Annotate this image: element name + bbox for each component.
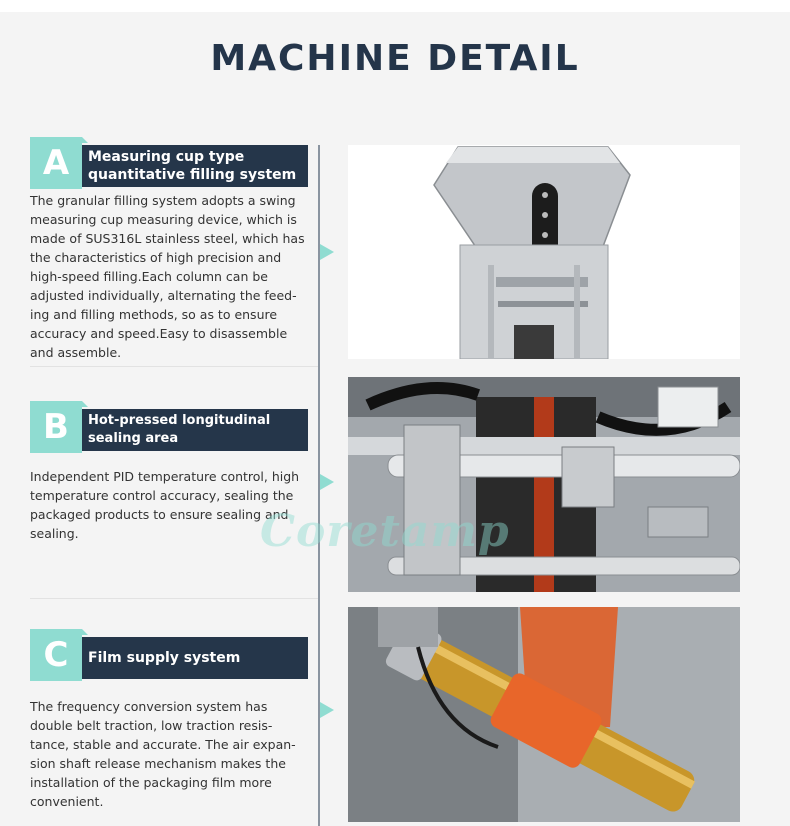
section-a	[30, 137, 310, 367]
section-photo	[348, 607, 740, 822]
top-strip	[0, 0, 790, 12]
watermark: Coretamp	[260, 506, 510, 557]
section-letter-badge: B	[30, 401, 82, 453]
section-description: The granular filling system adopts a swing measuring cup measuring device, which is made of SUS316L stainless steel, which has the characteristics of high precision and high-speed filling.Each column can be adjusted individually, alternating the feed-ing and filling methods, so as to ensure accuracy and speed.Easy to disassemble and assemble.	[30, 193, 305, 360]
section-photo	[348, 145, 740, 359]
section-description: The frequency conversion system has double belt traction, low traction resis-tance, stable and accurate. The air expan-sion shaft release mechanism makes the installation of the packaging film more convenient.	[30, 699, 296, 809]
section-heading: Film supply system	[82, 637, 308, 679]
pointer-arrow-icon	[320, 474, 334, 490]
pointer-arrow-icon	[320, 244, 334, 260]
section-heading: Measuring cup type quantitative filling system	[82, 145, 308, 187]
section-divider	[30, 598, 318, 599]
section-heading: Hot-pressed longitudinal sealing area	[82, 409, 308, 451]
section-c	[30, 629, 310, 819]
section-letter-badge: C	[30, 629, 82, 681]
section-photo	[348, 377, 740, 592]
section-description: Independent PID temperature control, high temperature control accuracy, sealing the packaged products to ensure sealing and sealing.	[30, 469, 300, 541]
page-title: MACHINE DETAIL	[210, 38, 580, 79]
section-b	[30, 401, 310, 591]
pointer-arrow-icon	[320, 702, 334, 718]
section-letter-badge: A	[30, 137, 82, 189]
